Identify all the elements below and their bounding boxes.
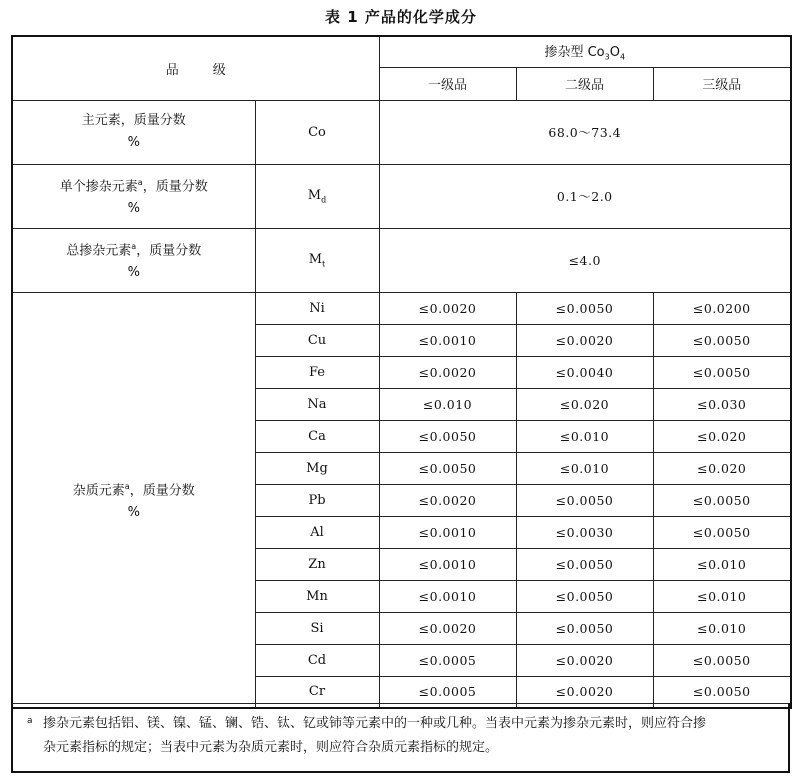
impurity-value-grade2: ≤0.0050 [516, 292, 653, 324]
footnote-line1: 掺杂元素包括铝、镁、镍、锰、镧、锆、钛、钇或铈等元素中的一种或几种。当表中元素为掺杂元素时，则应符合掺 [43, 716, 707, 731]
impurity-value-grade3: ≤0.0050 [653, 484, 791, 516]
table-title: 表 1 产品的化学成分 [325, 8, 477, 26]
impurity-value-grade3: ≤0.0050 [653, 516, 791, 548]
impurity-value-grade2: ≤0.0050 [516, 484, 653, 516]
impurity-value-grade2: ≤0.0020 [516, 324, 653, 356]
main-element-symbol: Co [255, 100, 379, 164]
impurity-element-symbol: Mg [255, 452, 379, 484]
impurity-row [12, 292, 791, 324]
grade-header-char2: 级 [212, 62, 226, 78]
impurity-value-grade1: ≤0.0005 [379, 676, 516, 708]
impurity-element-symbol: Cu [255, 324, 379, 356]
impurity-value-grade3: ≤0.0050 [653, 356, 791, 388]
single-dopant-label-text: 单个掺杂元素 [59, 179, 138, 195]
impurity-value-grade2: ≤0.010 [516, 452, 653, 484]
doped-type-header [379, 36, 791, 67]
impurity-element-symbol: Al [255, 516, 379, 548]
impurity-value-grade3: ≤0.030 [653, 388, 791, 420]
impurity-value-grade2: ≤0.010 [516, 420, 653, 452]
impurity-value-grade1: ≤0.0010 [379, 548, 516, 580]
main-element-label-unit: % [127, 135, 140, 150]
total-dopant-label-suffix: ，质量分数 [136, 243, 202, 259]
impurity-element-symbol: Pb [255, 484, 379, 516]
footnote-mark: a [27, 716, 33, 726]
impurity-element-symbol: Si [255, 612, 379, 644]
impurity-value-grade3: ≤0.010 [653, 612, 791, 644]
doped-type-prefix: 掺杂型 Co [544, 45, 605, 61]
impurity-value-grade1: ≤0.0010 [379, 516, 516, 548]
total-dopant-symbol-base: M [308, 251, 323, 267]
impurity-element-symbol: Ca [255, 420, 379, 452]
main-element-label-line1: 主元素，质量分数 [81, 113, 186, 128]
impurity-element-symbol: Cd [255, 644, 379, 676]
chemical-composition-table [11, 35, 792, 709]
grade-col-third: 三级品 [653, 67, 791, 100]
total-dopant-label-text: 总掺杂元素 [66, 243, 132, 259]
impurity-value-grade2: ≤0.0050 [516, 548, 653, 580]
impurity-label [12, 292, 255, 708]
impurity-value-grade1: ≤0.0005 [379, 644, 516, 676]
doped-type-sub2: 4 [619, 53, 626, 63]
impurity-value-grade2: ≤0.0020 [516, 644, 653, 676]
impurity-label-suffix: ，质量分数 [129, 482, 195, 498]
single-dopant-symbol-base: M [307, 187, 322, 203]
main-element-label [12, 100, 255, 164]
impurity-value-grade3: ≤0.020 [653, 420, 791, 452]
footnote-line2: 杂元素指标的规定；当表中元素为杂质元素时，则应符合杂质元素指标的规定。 [43, 740, 499, 755]
impurity-value-grade2: ≤0.0050 [516, 612, 653, 644]
impurity-value-grade1: ≤0.010 [379, 388, 516, 420]
single-dopant-label-unit: % [127, 201, 140, 217]
grade-col-first: 一级品 [379, 67, 516, 100]
impurity-value-grade2: ≤0.020 [516, 388, 653, 420]
impurity-label-unit: % [127, 504, 140, 520]
impurity-value-grade3: ≤0.010 [653, 548, 791, 580]
impurity-value-grade3: ≤0.0050 [653, 324, 791, 356]
impurity-value-grade1: ≤0.0010 [379, 580, 516, 612]
impurity-label-text: 杂质元素 [72, 482, 125, 498]
single-dopant-symbol-sub: d [321, 195, 327, 205]
impurity-element-symbol: Zn [255, 548, 379, 580]
single-dopant-label [12, 164, 255, 228]
grade-col-second: 二级品 [516, 67, 653, 100]
impurity-value-grade2: ≤0.0050 [516, 580, 653, 612]
impurity-value-grade1: ≤0.0050 [379, 452, 516, 484]
total-dopant-label [12, 228, 255, 292]
impurity-element-symbol: Cr [255, 676, 379, 708]
impurity-value-grade2: ≤0.0020 [516, 676, 653, 708]
doped-type-mid: O [609, 45, 620, 61]
total-dopant-footnote-mark: a [131, 241, 137, 251]
grade-header [12, 36, 379, 100]
total-dopant-symbol-sub: t [322, 259, 326, 269]
impurity-value-grade2: ≤0.0040 [516, 356, 653, 388]
impurity-value-grade1: ≤0.0050 [379, 420, 516, 452]
doped-type-sub1: 3 [604, 53, 610, 63]
impurity-element-symbol: Fe [255, 356, 379, 388]
impurity-footnote-mark: a [124, 481, 130, 491]
footnote [11, 703, 790, 773]
impurity-element-symbol: Mn [255, 580, 379, 612]
impurity-value-grade1: ≤0.0020 [379, 612, 516, 644]
impurity-value-grade3: ≤0.010 [653, 580, 791, 612]
impurity-value-grade1: ≤0.0010 [379, 324, 516, 356]
total-dopant-value: ≤4.0 [379, 228, 791, 292]
single-dopant-footnote-mark: a [137, 177, 143, 187]
impurity-element-symbol: Na [255, 388, 379, 420]
impurity-value-grade3: ≤0.0200 [653, 292, 791, 324]
total-dopant-label-unit: % [127, 265, 140, 281]
impurity-value-grade3: ≤0.0050 [653, 676, 791, 708]
main-element-value: 68.0～73.4 [379, 100, 791, 164]
grade-header-char1: 品 [165, 62, 179, 78]
impurity-element-symbol: Ni [255, 292, 379, 324]
impurity-value-grade3: ≤0.0050 [653, 644, 791, 676]
impurity-value-grade1: ≤0.0020 [379, 484, 516, 516]
impurity-value-grade1: ≤0.0020 [379, 292, 516, 324]
single-dopant-label-suffix: ，质量分数 [142, 179, 208, 195]
impurity-value-grade1: ≤0.0020 [379, 356, 516, 388]
total-dopant-symbol [255, 228, 379, 292]
single-dopant-value: 0.1～2.0 [379, 164, 791, 228]
single-dopant-symbol [255, 164, 379, 228]
impurity-value-grade2: ≤0.0030 [516, 516, 653, 548]
impurity-value-grade3: ≤0.020 [653, 452, 791, 484]
